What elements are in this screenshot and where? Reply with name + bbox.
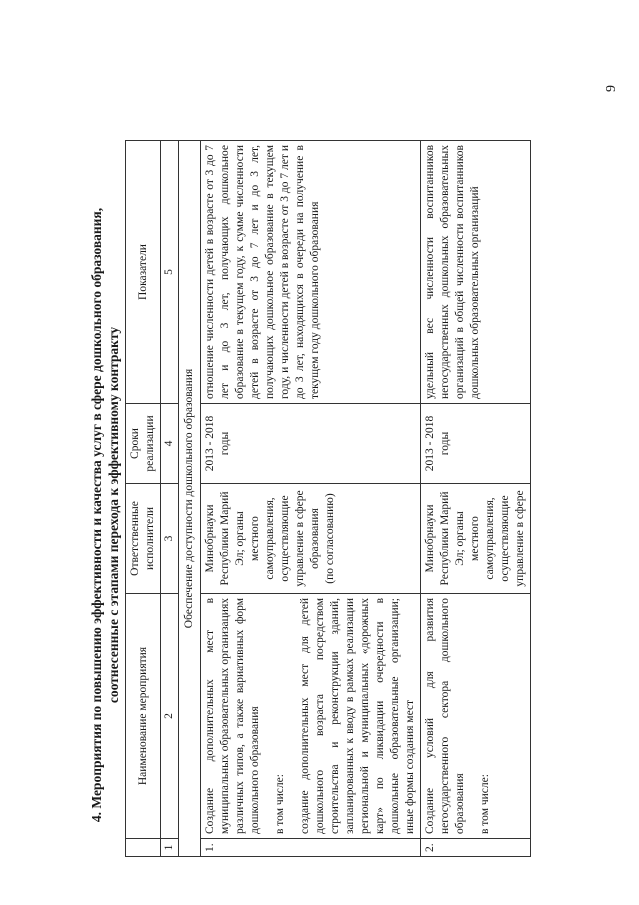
executors-note: (по согласованию)	[324, 493, 336, 584]
header-period: Сроки реализации	[126, 404, 161, 484]
column-number: 3	[161, 484, 179, 594]
rotated-document	[0, 125, 560, 905]
section-title: Обеспечение доступности дошкольного образования	[179, 141, 201, 857]
header-executors: Ответственные исполнители	[126, 484, 161, 594]
column-number: 1	[161, 839, 179, 857]
column-number: 2	[161, 594, 179, 839]
executors-text: Минобрнауки Республики Марий Эл; органы местного самоуправления, осуществляющие управление в сфере	[424, 490, 526, 587]
measure-cell	[201, 594, 421, 839]
measures-table	[125, 140, 531, 857]
header-indicators: Показатели	[126, 141, 161, 404]
table-row	[201, 141, 421, 857]
table-row	[421, 141, 531, 857]
measure-including: в том числе:	[274, 774, 286, 834]
section-row	[179, 141, 201, 857]
page-number: 9	[604, 85, 619, 92]
title-line-1: 4. Мероприятия по повышению эффективности и качества услуг в сфере дошкольного образования,	[89, 207, 104, 823]
indicator-cell: удельный вес численности воспитанников негосударственных дошкольных образовательных организаций в общей численности воспитанников дошкольных образовательных организаций	[421, 141, 531, 404]
column-number: 5	[161, 141, 179, 404]
measure-cell	[421, 594, 531, 839]
measure-including: в том числе:	[479, 774, 491, 834]
indicator-cell: отношение численности детей в возрасте от 3 до 7 лет и до 3 лет, получающих дошкольное образование в текущем году, к сумме численности детей в возрасте от 3 до 7 лет и до 3 лет, получающих дошкольное образование в текущем году, и численности детей в возрасте от 3 до 7 лет и до 3 лет, находящихся в очереди на получение в текущем году дошкольного образования	[201, 141, 421, 404]
measure-main: Создание дополнительных мест в муниципальных образовательных организациях различных типов, а также вариативных форм дошкольного образования	[204, 598, 261, 834]
measure-main: Создание условий для развития негосударственного сектора дошкольного образования	[424, 598, 466, 834]
column-number-row	[161, 141, 179, 857]
period-cell: 2013 - 2018 годы	[421, 404, 531, 484]
column-number: 4	[161, 404, 179, 484]
header-measure: Наименование мероприятия	[126, 594, 161, 839]
row-number: 1.	[201, 839, 421, 857]
executors-cell	[421, 484, 531, 594]
document-title	[88, 125, 122, 905]
header-number	[126, 839, 161, 857]
row-number: 2.	[421, 839, 531, 857]
executors-cell	[201, 484, 421, 594]
executors-text: Минобрнауки Республики Марий Эл; органы местного самоуправления, осуществляющие управление в сфере образования	[204, 490, 321, 587]
period-cell: 2013 - 2018 годы	[201, 404, 421, 484]
title-line-2: соотнесенные с этапами перехода к эффективному контракту	[106, 326, 121, 704]
measure-sub: создание дополнительных мест для детей дошкольного возраста посредством строительства и реконструкции зданий, запланированных к вводу в рамках реализации региональной и муниципальных «дорожных карт» по ликвидации очередности в дошкольные образовательные организации; иные формы создания мест	[299, 598, 416, 834]
table-header-row	[126, 141, 161, 857]
